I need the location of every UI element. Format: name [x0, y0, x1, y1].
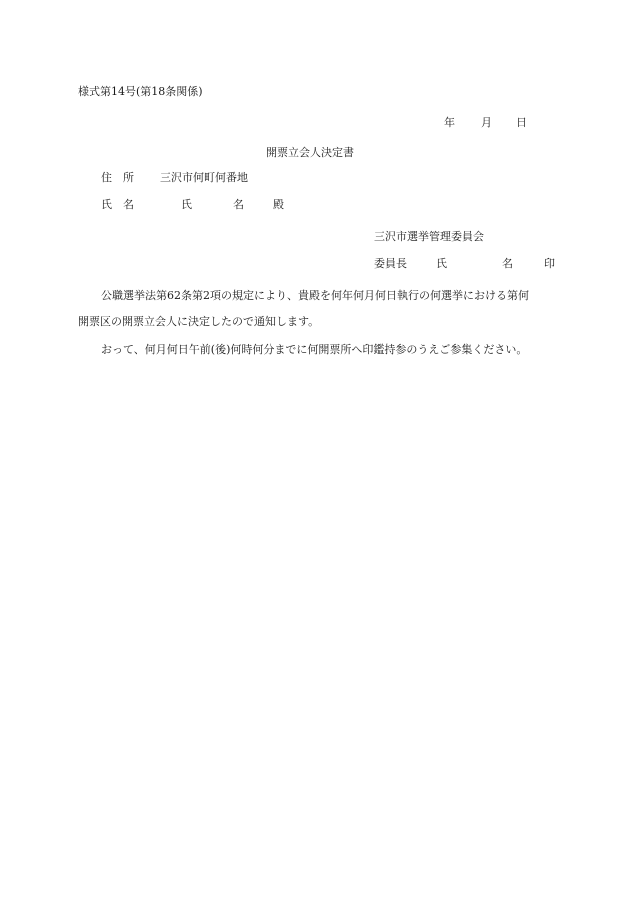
address-label: 住 所	[101, 171, 134, 184]
date-month: 月	[481, 116, 492, 129]
body-paragraph-2: おって、何月何日午前(後)何時何分までに何開票所へ印鑑持参のうえご参集ください。	[101, 343, 528, 356]
issuer-signature	[374, 258, 555, 269]
recipient-name	[181, 199, 284, 210]
body-paragraph-1-line-1: 公職選挙法第62条第2項の規定により、貴殿を何年何月何日執行の何選挙における第何	[101, 289, 529, 302]
recipient-name-part1: 氏	[181, 198, 192, 211]
recipient-name-part2: 名	[233, 198, 244, 211]
name-label: 氏 名	[101, 198, 134, 211]
issuer-name-part1: 氏	[436, 257, 447, 270]
issuer-name-part2: 名	[502, 257, 513, 270]
date-year: 年	[444, 116, 455, 129]
recipient-honorific: 殿	[273, 198, 284, 211]
seal-mark: 印	[544, 257, 555, 270]
form-number: 様式第14号(第18条関係)	[78, 85, 203, 98]
issuer-title: 委員長	[374, 257, 407, 270]
issuer-organization: 三沢市選挙管理委員会	[374, 230, 484, 243]
document-title: 開票立会人決定書	[266, 146, 354, 159]
address-value: 三沢市何町何番地	[160, 171, 248, 184]
date-day: 日	[516, 116, 527, 129]
body-paragraph-1-line-2: 開票区の開票立会人に決定したので通知します。	[78, 315, 320, 328]
